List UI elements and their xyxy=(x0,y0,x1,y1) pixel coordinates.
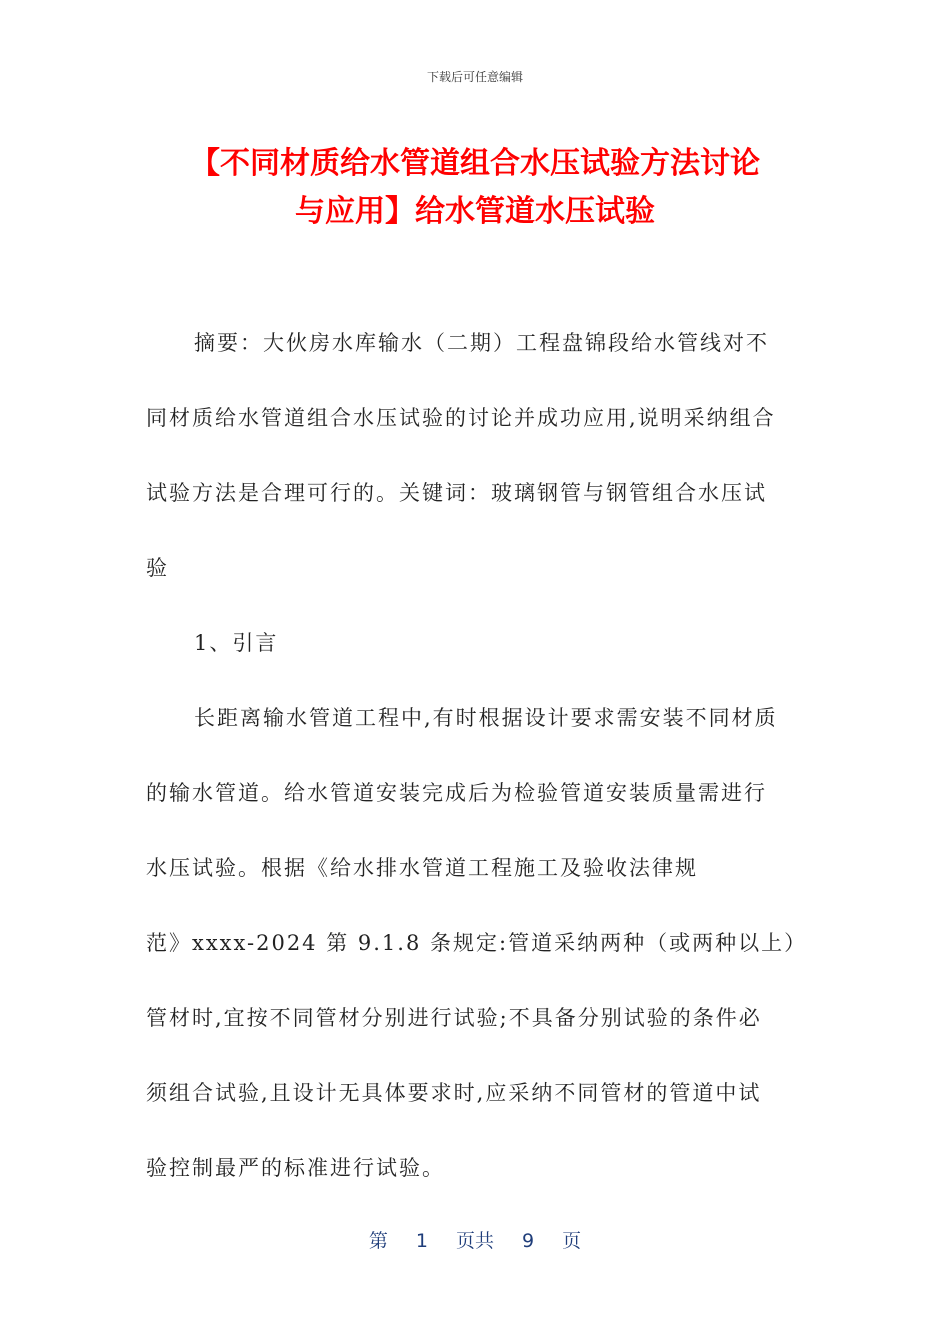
abstract-line: 摘要：大伙房水库输水（二期）工程盘锦段给水管线对不 xyxy=(194,331,769,355)
header-note: 下载后可任意编辑 xyxy=(426,70,523,84)
paragraph-line: 范》xxxx-2024 第 9.1.8 条规定:管道采纳两种（或两种以上） xyxy=(146,931,808,955)
paragraph-line: 长距离输水管道工程中,有时根据设计要求需安装不同材质 xyxy=(194,706,778,730)
paragraph-line: 管材时,宜按不同管材分别进行试验;不具备分别试验的条件必 xyxy=(146,1006,762,1030)
section-heading: 1、引言 xyxy=(194,631,279,655)
abstract-line: 试验方法是合理可行的。关键词：玻璃钢管与钢管组合水压试 xyxy=(146,481,767,505)
footer-page-suffix: 页 xyxy=(562,1230,582,1252)
abstract-line: 验 xyxy=(146,556,169,580)
footer-current-page: 1 xyxy=(415,1230,428,1252)
document-title xyxy=(120,140,830,236)
title-line-1: 【不同材质给水管道组合水压试验方法讨论 xyxy=(190,146,760,181)
document-body xyxy=(146,318,806,1218)
paragraph-line: 验控制最严的标准进行试验。 xyxy=(146,1156,445,1180)
footer-total-pages: 9 xyxy=(522,1230,535,1252)
abstract-line: 同材质给水管道组合水压试验的讨论并成功应用,说明采纳组合 xyxy=(146,406,776,430)
paragraph-line: 须组合试验,且设计无具体要求时,应采纳不同管材的管道中试 xyxy=(146,1081,762,1105)
paragraph-line: 的输水管道。给水管道安装完成后为检验管道安装质量需进行 xyxy=(146,781,767,805)
title-line-2: 与应用】给水管道水压试验 xyxy=(295,194,655,229)
page-footer xyxy=(0,1226,950,1253)
footer-page-mid: 页共 xyxy=(455,1230,494,1252)
paragraph-line: 水压试验。根据《给水排水管道工程施工及验收法律规 xyxy=(146,856,698,880)
footer-page-prefix: 第 xyxy=(368,1230,388,1252)
